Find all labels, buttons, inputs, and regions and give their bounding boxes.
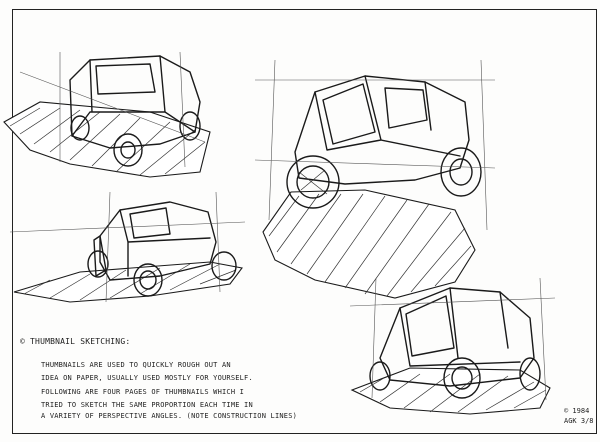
- roadster-thumbnail: [0, 52, 215, 182]
- notes-line-3: FOLLOWING ARE FOUR PAGES OF THUMBNAILS WHICH I: [41, 388, 245, 396]
- notes-line-2: IDEA ON PAPER, USUALLY USED MOSTLY FOR YOURSELF.: [41, 374, 253, 382]
- notes-line-5: A VARIETY OF PERSPECTIVE ANGLES. (NOTE CONSTRUCTION LINES): [41, 412, 298, 420]
- notes-title: © THUMBNAIL SKETCHING:: [20, 337, 131, 346]
- notes-line-1: THUMBNAILS ARE USED TO QUICKLY ROUGH OUT AN: [41, 361, 231, 369]
- bubble-car-thumbnail: [255, 60, 495, 300]
- micro-pod-thumbnail: [350, 278, 560, 418]
- copyright-year: © 1984: [564, 407, 590, 415]
- notes-line-4: TRIED TO SKETCH THE SAME PROPORTION EACH TIME IN: [41, 401, 253, 409]
- artist-initials-date: AGK 3/8: [564, 417, 594, 425]
- copyright-mark: [564, 406, 596, 426]
- hot-rod-coupe-thumbnail: [10, 192, 250, 307]
